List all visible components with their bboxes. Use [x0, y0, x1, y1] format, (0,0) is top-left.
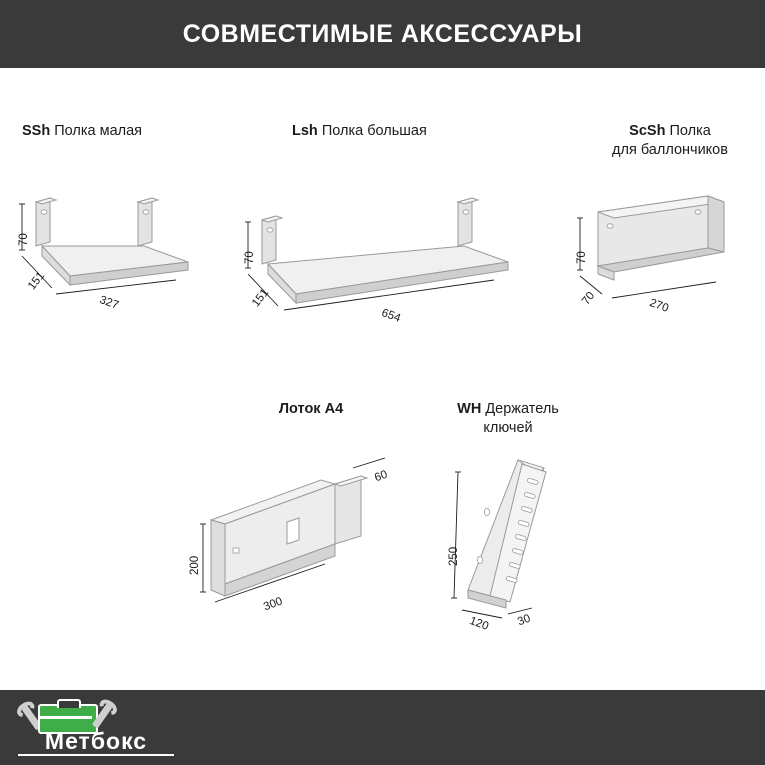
product-item-lsh: [292, 122, 552, 141]
dim-lsh-width: 654: [379, 307, 403, 325]
product-title-wh: [418, 400, 598, 419]
product-drawing-scsh: [558, 190, 763, 320]
wrench-holder-drawing: [440, 450, 600, 635]
product-item-ssh: [22, 122, 242, 141]
logo-badge: [12, 698, 180, 758]
product-name-scsh: Полка: [669, 123, 711, 139]
product-code-scsh: ScSh: [629, 123, 666, 139]
brand-logo[interactable]: [12, 697, 182, 759]
dim-ssh-depth: 151: [26, 269, 48, 293]
dim-tray-height: 200: [189, 555, 201, 575]
product-drawing-lsh: [236, 190, 536, 325]
dim-tray-width: 300: [262, 595, 285, 614]
product-drawing-tray: [175, 450, 405, 625]
dim-scsh-height: 70: [576, 251, 588, 264]
product-drawing-ssh: [10, 190, 220, 320]
product-name-wh: Держатель: [485, 401, 559, 417]
page-footer: [0, 690, 765, 765]
product-item-wh: [418, 400, 598, 438]
product-name2-wh: ключей: [483, 420, 533, 436]
dim-ssh-width: 327: [97, 294, 121, 312]
page-header: [0, 0, 765, 68]
dim-wh-width: 120: [467, 615, 491, 633]
product-code-lsh: Lsh: [292, 123, 318, 139]
product-drawing-wh: [440, 450, 600, 635]
product-title-scsh: [580, 122, 760, 141]
dim-wh-depth: 30: [516, 612, 533, 629]
shelf-large-drawing: [236, 190, 536, 320]
dim-lsh-depth: 151: [250, 286, 272, 310]
product-item-tray: [216, 400, 406, 419]
logo-text: Метбокс: [44, 727, 148, 754]
tray-a4-drawing: [175, 450, 405, 625]
product-title-lsh: [292, 122, 552, 141]
product-name2-scsh: для баллончиков: [612, 142, 728, 158]
dim-ssh-height: 70: [18, 233, 30, 246]
dim-lsh-height: 70: [244, 251, 256, 264]
product-name-lsh: Полка большая: [321, 123, 427, 139]
product-code-ssh: SSh: [22, 123, 51, 139]
dim-tray-depth: 60: [373, 468, 390, 485]
dim-wh-height: 250: [448, 546, 460, 566]
dim-scsh-width: 270: [647, 297, 671, 315]
page-title: СОВМЕСТИМЫЕ АКСЕССУАРЫ: [182, 19, 583, 48]
logo-underline: [18, 754, 174, 756]
dim-scsh-depth: 70: [580, 289, 598, 308]
product-name-tray: A4: [324, 401, 344, 417]
product-code-wh: WH: [457, 401, 482, 417]
product-name-ssh: Полка малая: [54, 123, 143, 139]
product-item-scsh: [580, 122, 760, 160]
product-title-tray: [216, 400, 406, 419]
product-code-tray: Лоток: [278, 401, 321, 417]
product-title-ssh: [22, 122, 242, 141]
